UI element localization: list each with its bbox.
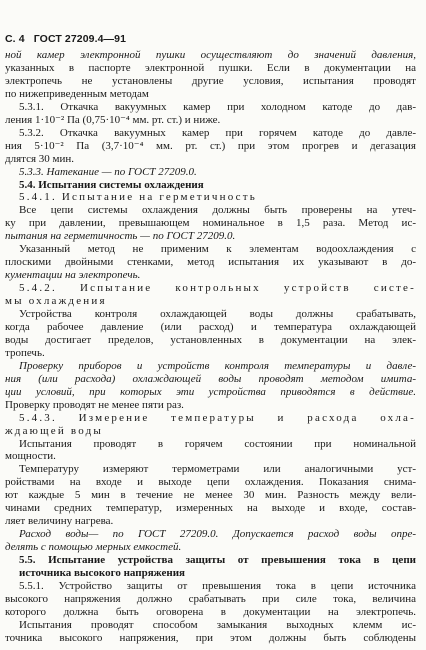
text-line: пытания на герметичность — по ГОСТ 27209.0. xyxy=(5,230,236,243)
text-line: ния (или расхода) охлаждающей воды проводят методом имита- xyxy=(5,372,416,385)
text-line: Указанный метод не применим к элементам водоохлаждения с xyxy=(19,243,416,256)
text-line: 5.3.2. Откачка вакуумных камер при горячем катоде до давле- xyxy=(19,126,416,139)
text-line: Испытания проводят способом замыкания выходных клемм ис- xyxy=(19,618,416,631)
text-line: 5.4.2. Испытание контрольных устройств систе- xyxy=(19,282,416,295)
text-line: Температуру измеряют термометрами или аналогичными уст- xyxy=(19,463,416,476)
text-line: 5.4.3. Измерение температуры и расхода охла- xyxy=(19,411,416,424)
text-line: высокого напряжения должно срабатывать при силе тока, величина xyxy=(5,592,416,605)
text-line: 5.4. Испытания системы охлаждения xyxy=(19,178,204,191)
text-line: мы охлаждения xyxy=(5,295,107,308)
text-line: ляет величину нагрева. xyxy=(5,515,114,528)
text-line: 5.4.1. Испытание на герметичность xyxy=(19,191,257,204)
text-line: 5.5.1. Устройство защиты от превышения тока в цепи источника xyxy=(19,579,416,592)
text-line: Проверку проводят не менее пяти раз. xyxy=(5,398,184,411)
text-line: которого должна быть оговорена в документации на электропечь. xyxy=(5,605,416,618)
text-line: Устройства контроля охлаждающей воды должны срабатывать, xyxy=(19,308,416,320)
page-header xyxy=(5,32,126,47)
text-line: мощности. xyxy=(5,450,56,463)
text-line: Проверку приборов и устройств контроля температуры и давле- xyxy=(19,359,416,372)
text-line: Расход воды— по ГОСТ 27209.0. Допускается расход воды опре- xyxy=(19,528,416,541)
text-line: ку при давлении, превышающем номинальное в 1,5 раза. Метод ис- xyxy=(5,217,416,230)
text-line: электропечь не установлены другие условия, испытания проводят xyxy=(5,74,416,87)
text-line: источника высокого напряжения xyxy=(19,567,186,579)
text-line: чинами средних температур, измеренных на выходе и входе, состав- xyxy=(5,502,416,515)
text-line: точника высокого напряжения, при этом должны быть соблюдены xyxy=(5,631,416,644)
text-line: тропечь. xyxy=(5,346,45,359)
text-line: делять с помощью мерных емкостей. xyxy=(5,541,182,554)
text-line: 5.3.3. Натекание — по ГОСТ 27209.0. xyxy=(19,165,197,178)
text-line: ции условий, при которых эти устройства приводятся в действие. xyxy=(5,385,416,398)
text-line: Все цепи системы охлаждения должны быть проверены на утеч- xyxy=(19,204,416,217)
text-line: длятся 30 мин. xyxy=(5,152,75,165)
text-line: ления 1·10⁻² Па (0,75·10⁻⁴ мм. рт. ст.) и ниже. xyxy=(5,113,221,126)
text-line: Испытания проводят в горячем состоянии при номинальной xyxy=(19,437,416,450)
text-line: 5.5. Испытание устройства защиты от превышения тока в цепи xyxy=(19,554,416,567)
text-line: ждающей воды xyxy=(5,424,103,437)
text-line: ройствами на входе и выходе цепи охлаждения. Показания снима- xyxy=(5,476,416,489)
text-line: ют каждые 5 мин в течение не менее 30 мин. Разность между вели- xyxy=(5,489,416,502)
standard-designation: ГОСТ 27209.4—91 xyxy=(33,33,127,45)
text-line: кументации на электропечь. xyxy=(5,269,141,282)
text-line: указанных в паспорте электронной пушки. Если в документации на xyxy=(5,61,416,74)
text-line: по нижеприведенным методам xyxy=(5,87,149,100)
text-line: 5.3.1. Откачка вакуумных камер при холодном катоде до дав- xyxy=(19,100,416,113)
text-line: ния 5·10⁻² Па (3,7·10⁻⁴ мм. рт. ст.) при этом прогрев и дегазация xyxy=(5,139,416,152)
text-line: ной камер электронной пушки осуществляют до значений давления, xyxy=(5,49,416,61)
text-line: когда рабочее давление (или расход) и температура охлаждающей xyxy=(5,320,416,333)
text-line: плоскими двойными стенками, метод испытания их указывают в до- xyxy=(5,256,416,269)
text-line: воды достигает пределов, установленных в документации на элек- xyxy=(5,333,416,346)
page-number: С. 4 xyxy=(5,33,25,45)
